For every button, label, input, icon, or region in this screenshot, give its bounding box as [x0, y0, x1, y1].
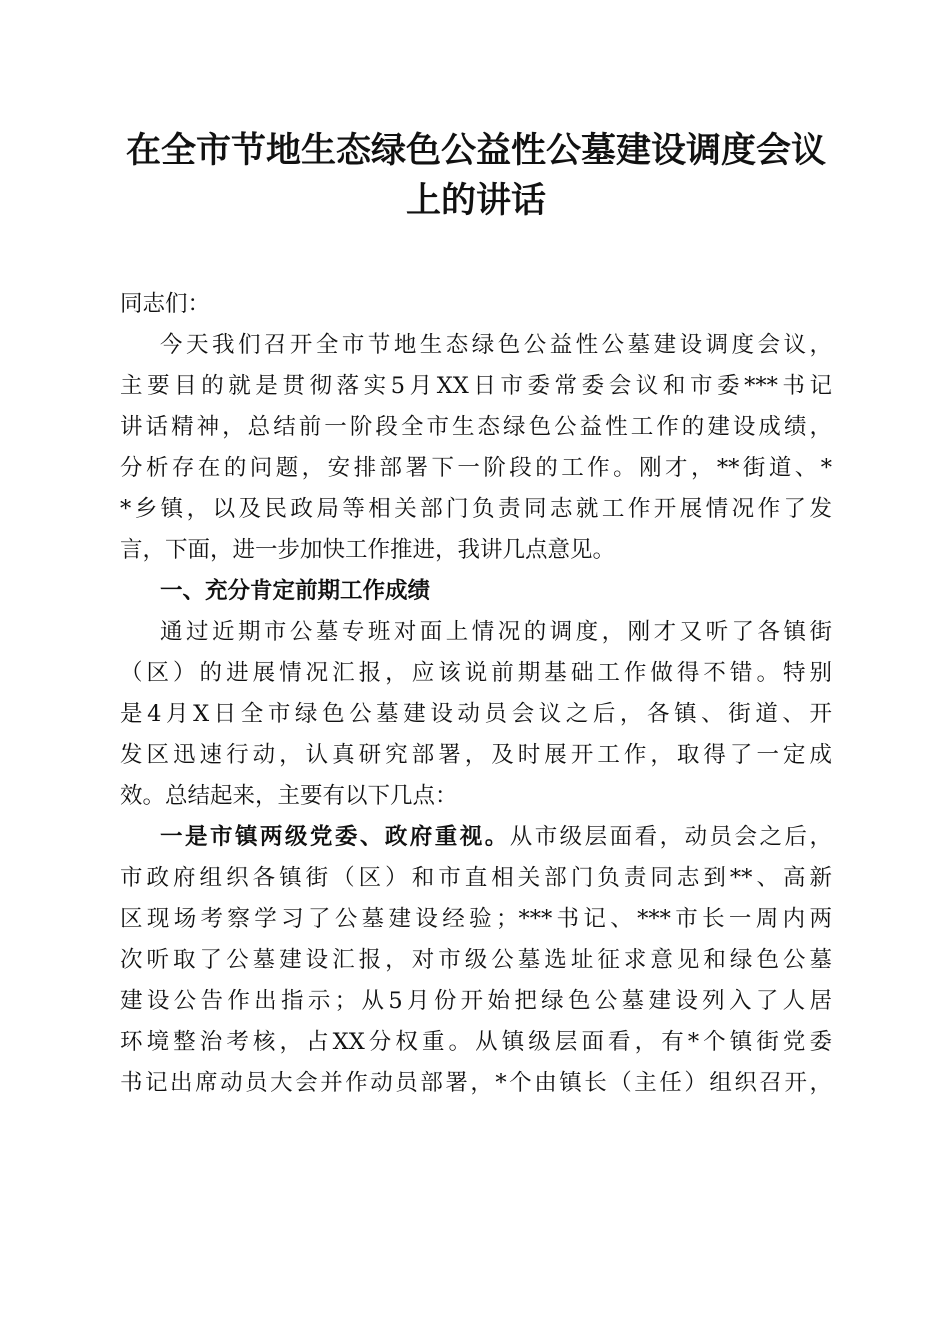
- document-page: [120, 126, 832, 1104]
- intro-line: 讲话精神，总结前一阶段全市生态绿色公益性工作的建设成绩，: [120, 414, 832, 440]
- point-1-line: 环境整治考核，占XX分权重。从镇级层面看，有*个镇街党委: [120, 1029, 832, 1055]
- intro-line: 主要目的就是贯彻落实5月XX日市委常委会议和市委***书记: [120, 373, 832, 399]
- salutation: 同志们：: [120, 291, 211, 317]
- section-1-line: 效。总结起来，主要有以下几点：: [120, 783, 458, 809]
- intro-line: 言，下面，进一步加快工作推进，我讲几点意见。: [120, 537, 616, 563]
- document-title: [120, 126, 832, 226]
- point-1-line: 次听取了公墓建设汇报，对市级公墓选址征求意见和绿色公墓: [120, 947, 832, 973]
- section-1-paragraph: [120, 612, 832, 817]
- point-1-line: 市政府组织各镇街（区）和市直相关部门负责同志到**、高新: [120, 865, 832, 891]
- intro-line: 今天我们召开全市节地生态绿色公益性公墓建设调度会议，: [160, 332, 832, 358]
- point-1-first-rest: 从市级层面看，动员会之后，: [509, 824, 832, 850]
- intro-line: 分析存在的问题，安排部署下一阶段的工作。刚才，**街道、*: [120, 455, 832, 481]
- intro-line: *乡镇，以及民政局等相关部门负责同志就工作开展情况作了发: [120, 496, 832, 522]
- point-1-line: 区现场考察学习了公墓建设经验；***书记、***市长一周内两: [120, 906, 832, 932]
- section-1-line: （区）的进展情况汇报，应该说前期基础工作做得不错。特别: [120, 660, 832, 686]
- point-1-line: 书记出席动员大会并作动员部署，*个由镇长（主任）组织召开，: [120, 1070, 832, 1096]
- section-1-line: 发区迅速行动，认真研究部署，及时展开工作，取得了一定成: [120, 742, 832, 768]
- section-1-heading: 一、充分肯定前期工作成绩: [160, 578, 431, 604]
- point-1-first-line: [120, 817, 832, 858]
- section-1-line: 是4月X日全市绿色公墓建设动员会议之后，各镇、街道、开: [120, 701, 832, 727]
- title-line-1: 在全市节地生态绿色公益性公墓建设调度会议: [125, 130, 826, 171]
- point-1-line: 建设公告作出指示；从5月份开始把绿色公墓建设列入了人居: [120, 988, 832, 1014]
- intro-paragraph: [120, 325, 832, 571]
- section-1-line: 通过近期市公墓专班对面上情况的调度，刚才又听了各镇街: [160, 619, 832, 645]
- point-1-lead: 一是市镇两级党委、政府重视。: [160, 824, 510, 850]
- title-line-2: 上的讲话: [405, 180, 546, 221]
- point-1-paragraph: [120, 817, 832, 1104]
